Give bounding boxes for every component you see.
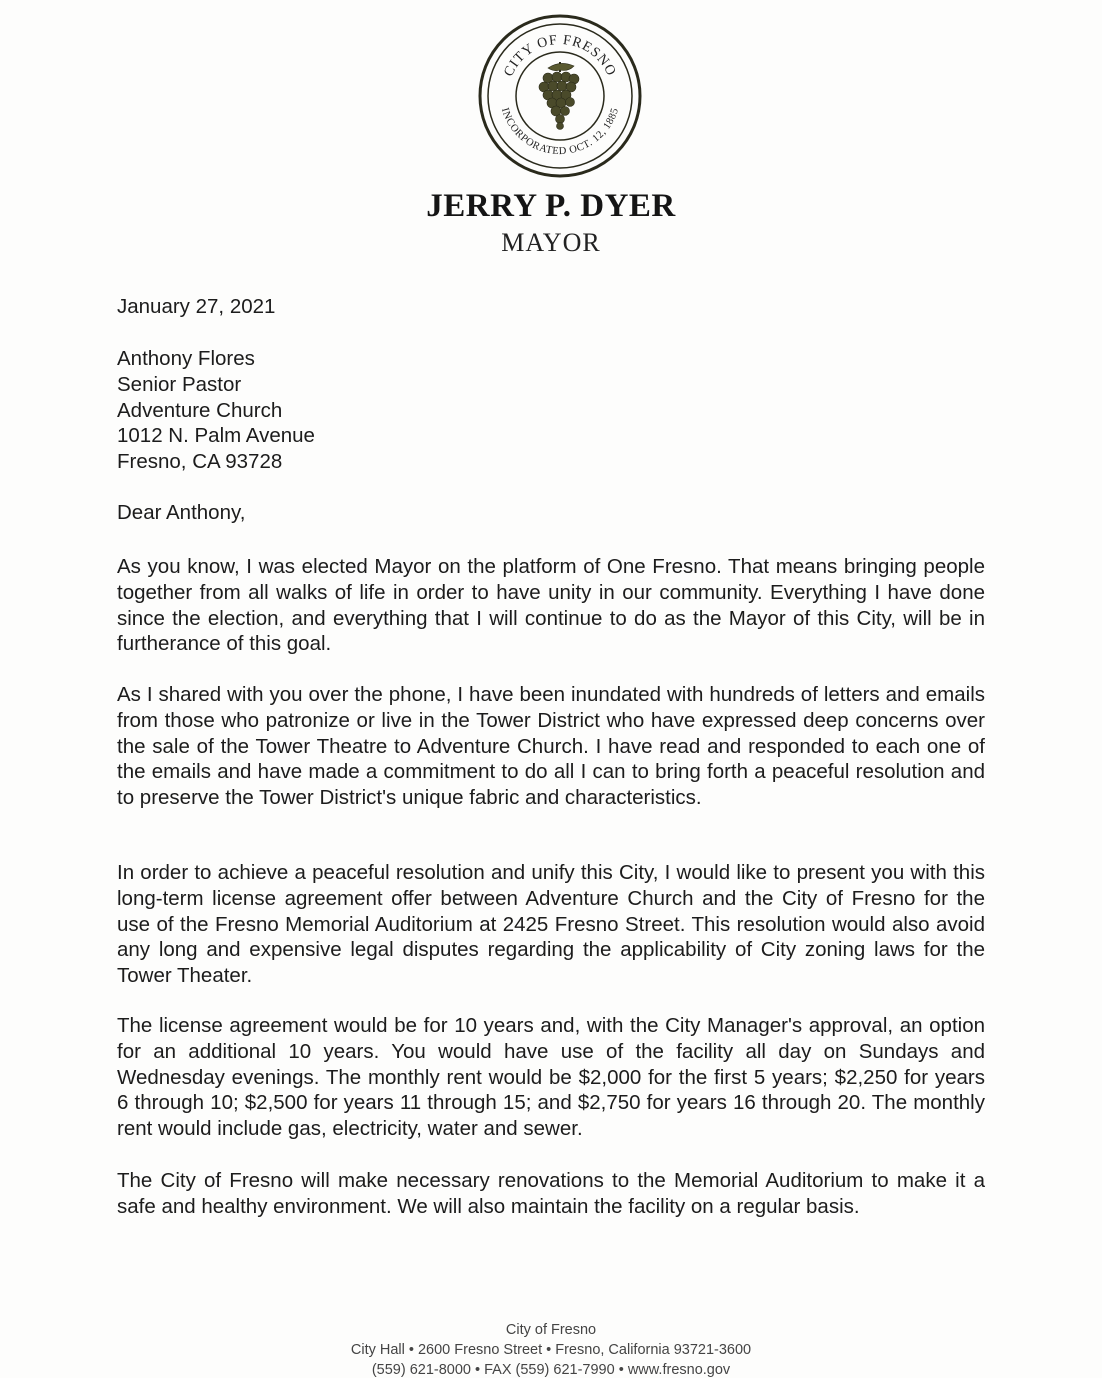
paragraph: In order to achieve a peaceful resolution and unify this City, I would like to present you with this long-term license agreement offer between Adventure Church and the City of Fresno for the use of the Fresno Memorial Auditorium at 2425 Fresno Street. This resolution would also avoid any long and expensive legal disputes regarding the applicability of City zoning laws for the Tower Theater. <box>117 861 985 988</box>
footer-city: City of Fresno <box>505 1322 597 1338</box>
paragraph: The City of Fresno will make necessary renovations to the Memorial Auditorium to make it a safe and healthy environment. We will also maintain the facility on a regular basis. <box>117 1169 985 1218</box>
paragraph: The license agreement would be for 10 years and, with the City Manager's approval, an option for an additional 10 years. You would have use of the facility all day on Sundays and Wednesday evenings. The monthly rent would be $2,000 for the first 5 years; $2,250 for years 6 through 10; $2,500 for years 11 through 15; and $2,750 for years 16 through 20. The monthly rent would include gas, electricity, water and sewer. <box>117 1014 985 1141</box>
recipient-city: Fresno, CA 93728 <box>117 450 283 474</box>
mayor-title: MAYOR <box>501 228 601 257</box>
svg-text:INCORPORATED OCT. 12, 1885: INCORPORATED OCT. 12, 1885 <box>498 106 622 158</box>
salutation: Dear Anthony, <box>117 501 246 524</box>
mayor-name: JERRY P. DYER <box>426 188 676 224</box>
letter-footer <box>0 1320 1102 1380</box>
city-seal-logo <box>478 14 643 179</box>
recipient-title: Senior Pastor <box>117 372 242 396</box>
recipient-name: Anthony Flores <box>117 347 255 370</box>
footer-address: City Hall • 2600 Fresno Street • Fresno, California 93721-3600 <box>350 1342 752 1358</box>
footer-contact: (559) 621-8000 • FAX (559) 621-7990 • www.fresno.gov <box>371 1362 731 1378</box>
recipient-street: 1012 N. Palm Avenue <box>117 424 315 448</box>
grape-cluster-icon <box>539 62 579 130</box>
paragraph: As I shared with you over the phone, I have been inundated with hundreds of letters and emails from those who patronize or live in the Tower District who have expressed deep concerns over the sale of the Tower Theatre to Adventure Church. I have read and responded to each one of the emails and have made a commitment to do all I can to bring forth a peaceful resolution and to preserve the Tower District's unique fabric and characteristics. <box>117 683 985 810</box>
letter-date: January 27, 2021 <box>117 295 276 318</box>
recipient-address <box>117 346 985 475</box>
recipient-organization: Adventure Church <box>117 398 283 422</box>
paragraph: As you know, I was elected Mayor on the platform of One Fresno. That means bringing people together from all walks of life in order to have unity in our community. Everything I have done since the election, and everything that I will continue to do as the Mayor of this City, will be in furtherance of this goal. <box>117 555 985 656</box>
svg-text:CITY OF FRESNO: CITY OF FRESNO <box>501 32 619 80</box>
